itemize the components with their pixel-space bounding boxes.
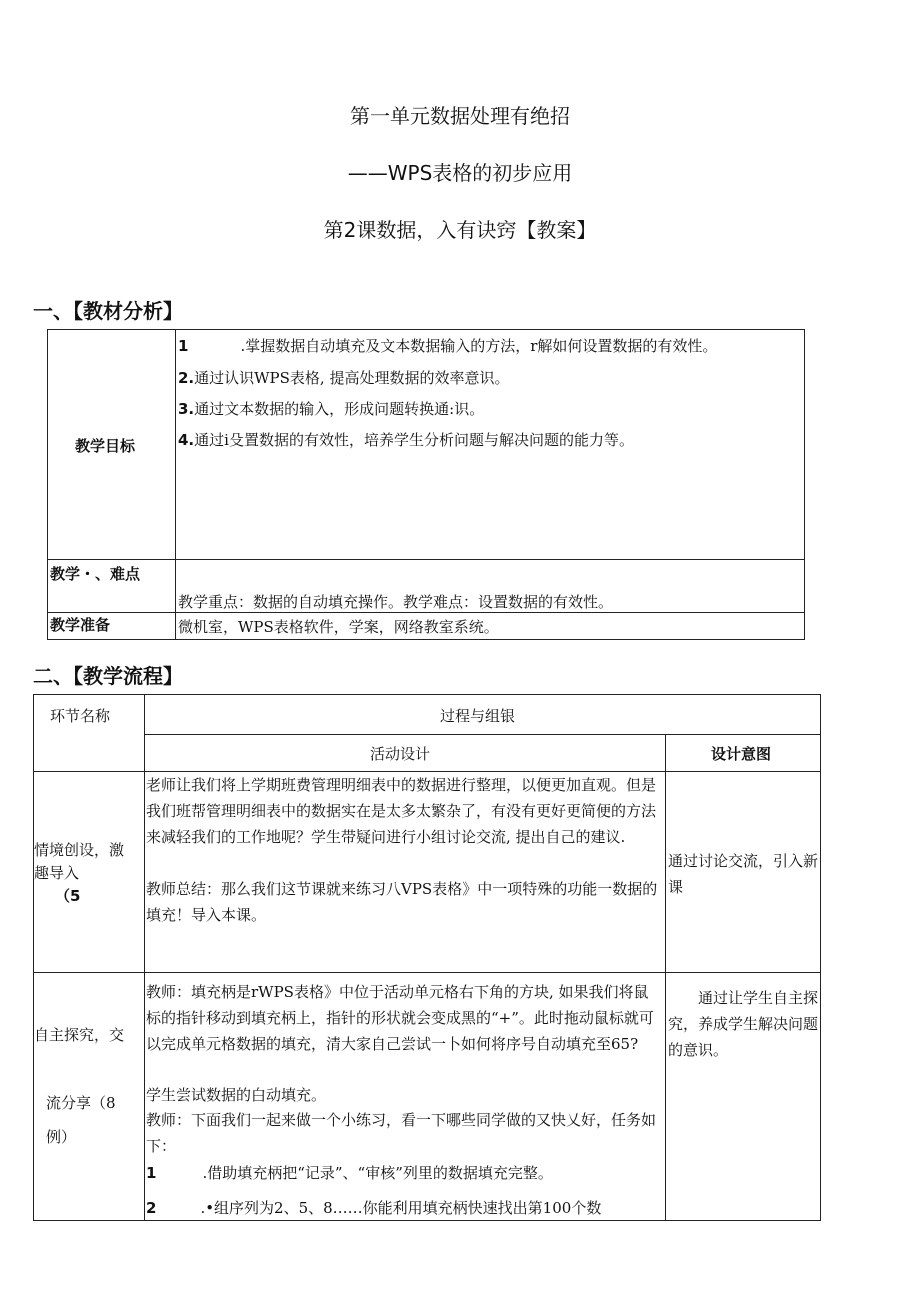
goal-item: 4.通过i殳置数据的有效性，培养学生分析问题与解决问题的能力等。	[178, 431, 634, 449]
task-item: 1 .借助填充柄把“记录”、“审核”列里的数据填充完整。	[146, 1164, 553, 1182]
stage-2-line: 流分享（8	[46, 1094, 116, 1112]
stage-2-line: 例）	[46, 1128, 77, 1146]
stage-1-line: （5	[55, 887, 81, 905]
goal-label: 教学目标	[75, 437, 136, 455]
key-points-text: 教学重点：数据的自动填充操作。教学难点：设置数据的有效性。	[178, 593, 614, 611]
lesson-title: 第2课数据，入有诀窍【教案】	[323, 218, 597, 242]
unit-title: 第一单元数据处理有绝招	[350, 104, 570, 128]
stage-2-line: 自主探究，交	[34, 1026, 125, 1044]
section-heading-process: 二、【教学流程】	[33, 664, 183, 688]
stage-1-line: 情境创设，激	[34, 841, 125, 859]
header-activity: 活动设计	[370, 745, 431, 763]
activity-1-summary: 教师总结：那么我们这节课就来练习八VPS表格》中一项特殊的功能一数据的填充！导入本课。	[146, 880, 658, 924]
activity-2-student: 学生尝试数据的白动填充。	[146, 1086, 327, 1104]
goal-item: 3.通过文本数据的输入，形成问题转换通:识。	[178, 400, 485, 418]
header-intent: 设计意图	[711, 745, 772, 763]
intent-1-text: 通过讨论交流，引入新课	[668, 852, 819, 896]
header-process: 过程与组银	[440, 707, 516, 725]
intent-2-text: 通过让学生自主探究，养成学生解决问题的意识。	[668, 989, 819, 1059]
preparation-label: 教学准备	[50, 616, 111, 634]
activity-2-text: 教师：填充柄是rWPS表格》中位于活动单元格右下角的方块, 如果我们将鼠标的指针移动到填充柄上，指针的形状就会变成黑的“+”。此时拖动鼠标就可以完成单元格数据的填充，清大家自己尝试一卜如何将序号自动填充至65?	[146, 983, 654, 1053]
key-points-label: 教学・、难点	[50, 565, 141, 583]
activity-1-text: 老师让我们将上学期班费管理明细表中的数据进行整理，以便更加直观。但是我们班帮管理明细表中的数据实在是太多太繁杂了，有没有更好更简便的方法来减轻我们的工作地呢？学生带疑问进行小组讨论交流, 提出自己的建议.	[146, 776, 657, 846]
preparation-text: 微机室，WPS表格软件，学案，网络教室系统。	[178, 618, 499, 636]
subtitle: ——WPS表格的初步应用	[347, 161, 573, 185]
stage-1-line: 趣导入	[34, 864, 80, 882]
header-stage: 环节名称	[50, 707, 111, 725]
goal-item: 2.通过认识WPS表格, 提高处理数据的效率意识。	[178, 369, 510, 387]
activity-2-task-intro: 教师：下面我们一起来做一个小练习，看一下哪些同学做的又快乂好，任务如下：	[146, 1111, 657, 1155]
goal-item: 1 .掌握数据自动填充及文本数据输入的方法，r解如何设置数据的有效性。	[178, 337, 718, 355]
section-heading-analysis: 一、【教材分析】	[33, 299, 183, 323]
task-item: 2 .•组序列为2、5、8……你能利用填充柄快速找出第100个数	[146, 1199, 602, 1217]
